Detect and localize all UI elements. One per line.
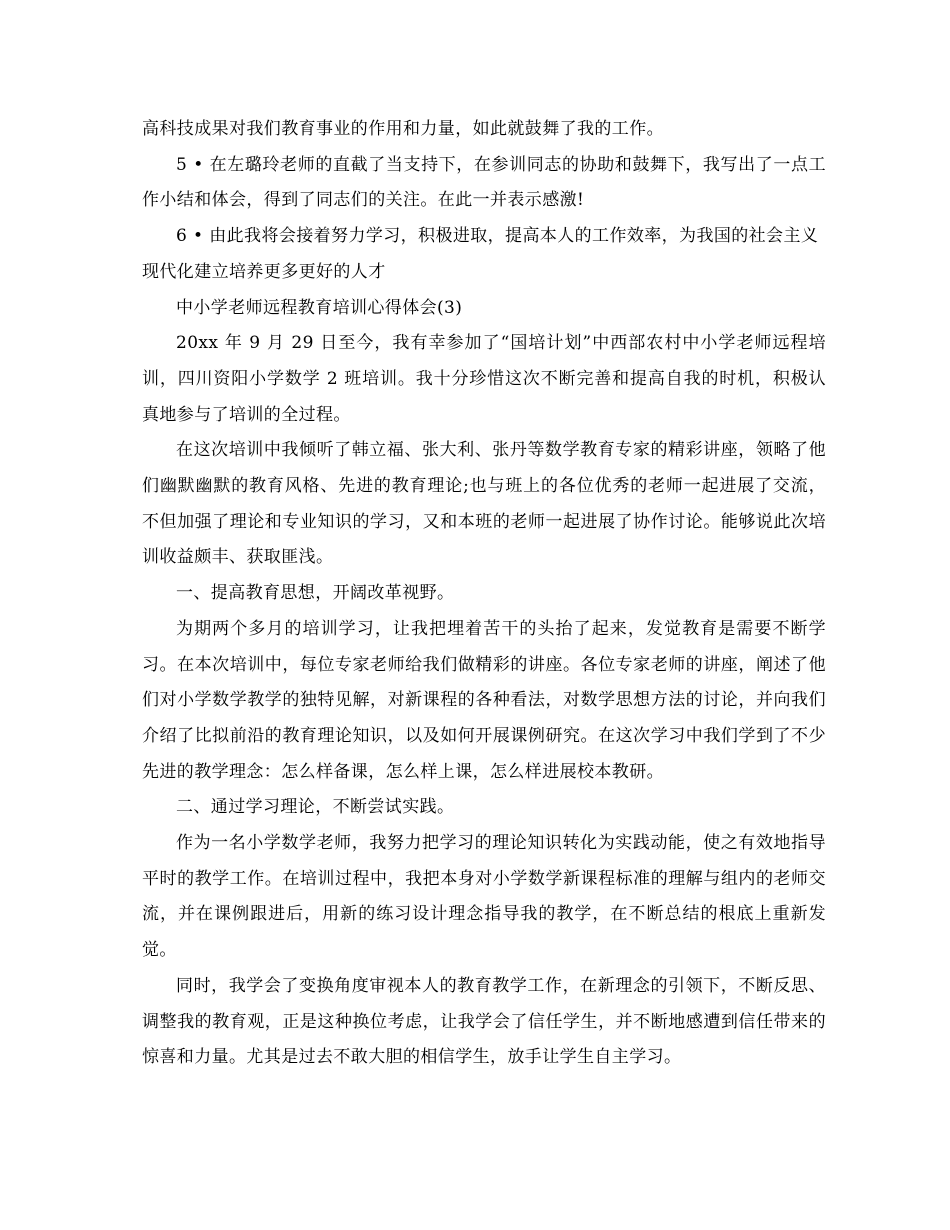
- heading-two: 二、通过学习理论，不断尝试实践。: [176, 797, 455, 818]
- paragraph-item-5: 5 • 在左璐玲老师的直截了当支持下，在参训同志的协助和鼓舞下，我写出了一点工作小结和体会，得到了同志们的关注。在此一并表示感激!: [142, 154, 826, 211]
- heading-one: 一、提高教育思想，开阔改革视野。: [176, 583, 455, 604]
- paragraph-lectures: 在这次培训中我倾听了韩立福、张大利、张丹等数学教育专家的精彩讲座，领略了他们幽默幽默的教育风格、先进的教育理论;也与班上的各位优秀的老师一起进展了交流，不但加强了理论和专业知识的学习，又和本班的老师一起进展了协作讨论。能够说此次培训收益颇丰、获取匪浅。: [142, 440, 826, 568]
- paragraph-reflection: 同时，我学会了变换角度审视本人的教育教学工作，在新理念的引领下，不断反思、调整我的教育观，正是这种换位考虑，让我学会了信任学生，并不断地感遭到信任带来的惊喜和力量。尤其是过去不敢大胆的相信学生，放手让学生自主学习。: [142, 975, 826, 1068]
- paragraph-practice: 作为一名小学数学老师，我努力把学习的理论知识转化为实践动能，使之有效地指导平时的教学工作。在培训过程中，我把本身对小学数学新课程标准的理解与组内的老师交流，并在课例跟进后，用新的练习设计理念指导我的教学，在不断总结的根底上重新发觉。: [142, 833, 826, 961]
- paragraph-continuation: 高科技成果对我们教育事业的作用和力量，如此就鼓舞了我的工作。: [142, 119, 664, 139]
- section-title: 中小学老师远程教育培训心得体会(3): [176, 297, 463, 318]
- paragraph-item-6: 6 • 由此我将会接着努力学习，积极进取，提高本人的工作效率，为我国的社会主义现代化建立培养更多更好的人才: [142, 226, 819, 282]
- document-page: [142, 112, 826, 1076]
- paragraph-intro: 20xx 年 9 月 29 日至今，我有幸参加了“国培计划”中西部农村中小学老师远程培训，四川资阳小学数学 2 班培训。我十分珍惜这次不断完善和提高自我的时机，积极认真地参与了培训的全过程。: [142, 333, 826, 425]
- paragraph-study: 为期两个多月的培训学习，让我把埋着苦干的头抬了起来，发觉教育是需要不断学习。在本次培训中，每位专家老师给我们做精彩的讲座。各位专家老师的讲座，阐述了他们对小学数学教学的独特见解，对新课程的各种看法，对数学思想方法的讨论，并向我们介绍了比拟前沿的教育理论知识，以及如何开展课例研究。在这次学习中我们学到了不少先进的教学理念：怎么样备课，怎么样上课，怎么样进展校本教研。: [142, 618, 826, 782]
